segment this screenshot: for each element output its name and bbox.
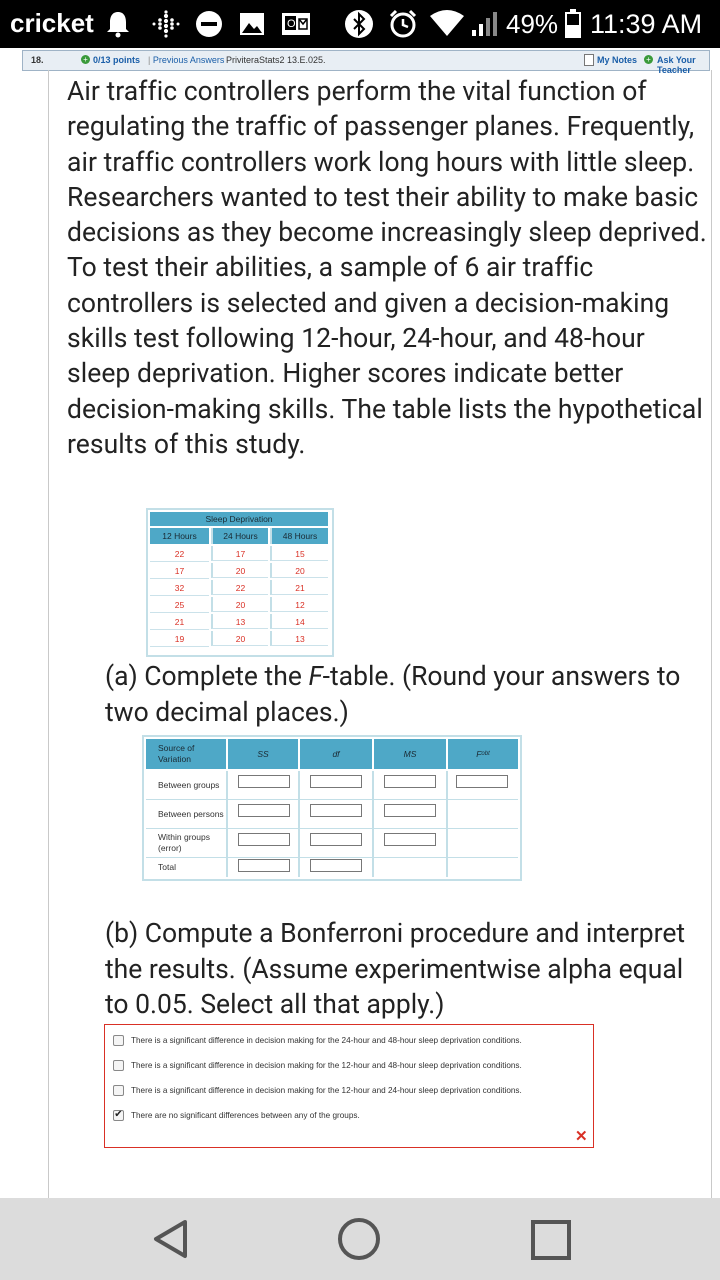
problem-text: Air traffic controllers perform the vital function of regulating the traffic of passenger planes. Frequently, air traffic controllers work long hours with little sleep. Researchers wanted to test their ability to make basic decisions as they become increasingly sleep deprived. To test their abilities, a sample of 6 air traffic controllers is selected and given a decision-making skills test following 12-hour, 24-hour, and 48-hour sleep deprivation. Higher scores indicate better decision-making skills. The table lists the hypothetical results of this study.: [67, 76, 707, 460]
question-number: 18.: [31, 55, 44, 65]
checked-checkbox[interactable]: ✔: [114, 1109, 123, 1120]
table-cell: 17: [211, 546, 268, 561]
problem-code: PriviteraStats2 13.E.025.: [226, 55, 326, 65]
notification-bell-icon: [103, 10, 133, 38]
between-groups-ms-input[interactable]: [384, 775, 436, 788]
within-groups-df-input[interactable]: [310, 833, 362, 846]
between-persons-ms-input[interactable]: [384, 804, 436, 817]
header-ms: MS: [374, 739, 446, 769]
table-cell: 14: [270, 614, 328, 629]
table-cell: 22: [211, 580, 268, 595]
header-df: df: [300, 739, 372, 769]
part-b-prompt: (b) Compute a Bonferroni procedure and interpret the results. (Assume experimentwise alpha equal to 0.05. Select all that apply.): [105, 918, 686, 1020]
between-groups-df-input[interactable]: [310, 775, 362, 788]
column-divider: [446, 771, 448, 877]
header-source-of-variation: Source of Variation: [146, 739, 226, 769]
row-label-between-groups: Between groups: [158, 779, 220, 790]
table-cell: 12: [270, 597, 328, 612]
between-groups-fobt-input[interactable]: [456, 775, 508, 788]
option-12h-vs-24h[interactable]: There is a significant difference in decision making for the 12-hour and 24-hour sleep deprivation conditions.: [113, 1083, 522, 1097]
back-triangle-icon[interactable]: [150, 1218, 190, 1264]
column-header-12h: 12 Hours: [150, 528, 209, 544]
option-24h-vs-48h[interactable]: There is a significant difference in decision making for the 24-hour and 48-hour sleep deprivation conditions.: [113, 1033, 522, 1047]
bluetooth-icon: [342, 10, 376, 38]
table-cell: 19: [150, 631, 209, 647]
table-cell: 13: [270, 631, 328, 646]
alarm-icon: [386, 10, 420, 38]
svg-text:O: O: [287, 18, 296, 30]
gallery-image-icon: [237, 10, 267, 38]
battery-percent: 49%: [506, 9, 559, 39]
notes-icon: [584, 54, 594, 66]
ask-your-teacher-button[interactable]: Ask Your Teacher: [657, 55, 696, 75]
battery-icon: [562, 10, 584, 38]
option-checkbox[interactable]: [113, 1060, 124, 1071]
table-cell: 21: [270, 580, 328, 595]
expand-plus-icon[interactable]: +: [81, 55, 90, 64]
office-icon: [279, 10, 313, 38]
row-label-total: Total: [158, 862, 176, 872]
column-divider: [226, 771, 228, 877]
table-cell: 21: [150, 614, 209, 630]
ask-teacher-icon: +: [644, 55, 653, 64]
option-12h-vs-48h[interactable]: There is a significant difference in decision making for the 12-hour and 48-hour sleep deprivation conditions.: [113, 1058, 522, 1072]
question-header: [22, 50, 710, 75]
sleep-deprivation-table: [146, 508, 334, 657]
column-header-48h: 48 Hours: [270, 528, 328, 544]
table-cell: 20: [211, 631, 268, 646]
previous-answers-link[interactable]: | Previous Answers: [148, 55, 225, 65]
header-ss: SS: [228, 739, 298, 769]
points-score: 0/13 points: [93, 55, 141, 65]
option-checkbox[interactable]: [113, 1035, 124, 1046]
within-groups-ss-input[interactable]: [238, 833, 290, 846]
part-a-prompt: (a) Complete the F-table. (Round your answers to two decimal places.): [105, 661, 681, 728]
bonferroni-options: [104, 1024, 594, 1148]
option-no-differences[interactable]: ✔ There are no significant differences between any of the groups.: [114, 1109, 360, 1120]
my-notes-button[interactable]: My Notes: [584, 53, 637, 67]
between-persons-ss-input[interactable]: [238, 804, 290, 817]
between-persons-df-input[interactable]: [310, 804, 362, 817]
header-fobt: F obt: [448, 739, 518, 769]
row-label-between-persons: Between persons: [158, 808, 224, 819]
home-circle-icon[interactable]: [337, 1217, 381, 1265]
carrier-name: cricket: [10, 8, 94, 38]
column-header-24h: 24 Hours: [211, 528, 268, 544]
column-divider: [372, 771, 374, 877]
table-cell: 22: [150, 546, 209, 562]
f-table: [142, 735, 522, 881]
table-cell: 20: [211, 597, 268, 612]
wifi-icon: [428, 10, 466, 38]
table-cell: 20: [270, 563, 328, 578]
clock-time: 11:39 AM: [590, 9, 703, 39]
do-not-disturb-icon: [194, 10, 224, 38]
within-groups-ms-input[interactable]: [384, 833, 436, 846]
total-ss-input[interactable]: [238, 859, 290, 872]
table-cell: 20: [211, 563, 268, 578]
table-cell: 17: [150, 563, 209, 579]
column-divider: [298, 771, 300, 877]
fitbit-dots-icon: [146, 10, 186, 38]
signal-icon: [470, 10, 500, 38]
table-cell: 32: [150, 580, 209, 596]
incorrect-x-icon: ✕: [575, 1128, 588, 1145]
table-cell: 13: [211, 614, 268, 629]
table-title: Sleep Deprivation: [150, 512, 328, 526]
table-cell: 15: [270, 546, 328, 561]
navigation-bar: [0, 1198, 720, 1280]
option-checkbox[interactable]: [113, 1085, 124, 1096]
between-groups-ss-input[interactable]: [238, 775, 290, 788]
status-bar: [0, 0, 720, 48]
recents-square-icon[interactable]: [530, 1219, 572, 1265]
table-cell: 25: [150, 597, 209, 613]
total-df-input[interactable]: [310, 859, 362, 872]
row-label-within-groups: Within groups (error): [158, 832, 210, 853]
